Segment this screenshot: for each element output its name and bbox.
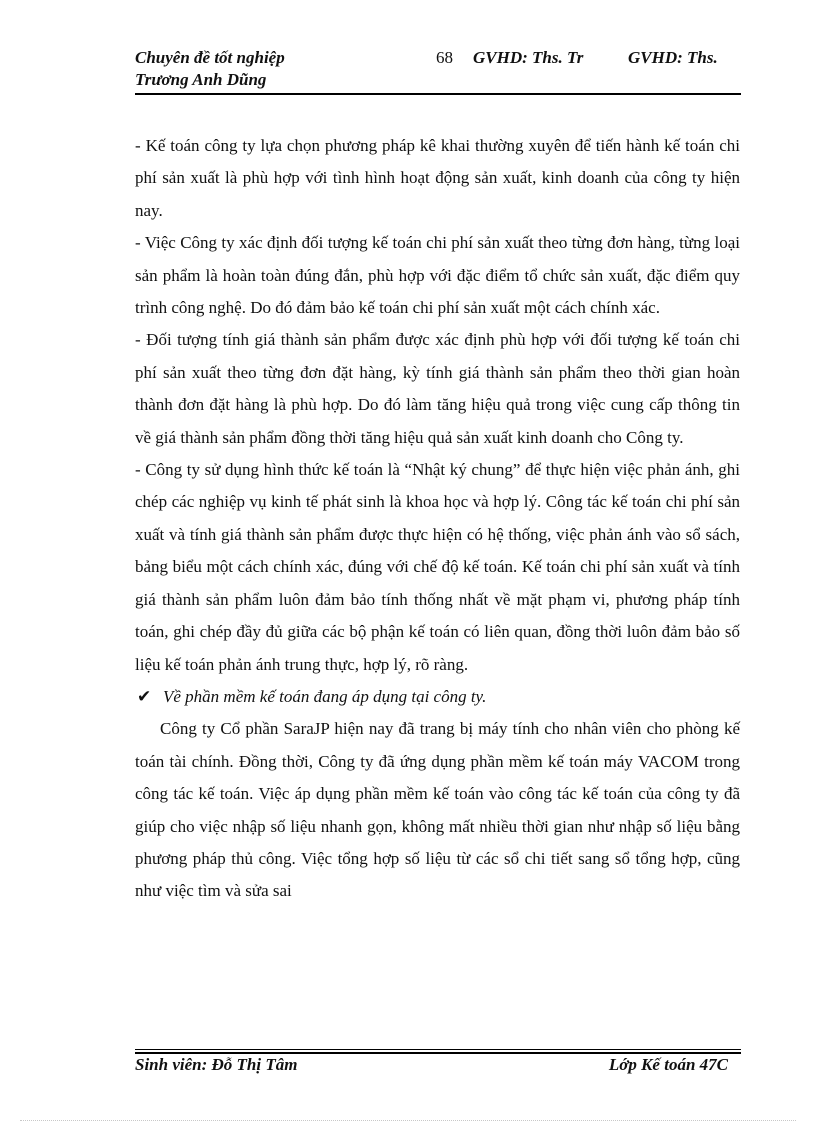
document-body — [135, 130, 740, 908]
page-number: 68 — [436, 48, 453, 67]
page-header — [135, 48, 740, 94]
checkmark-icon: ✔ — [137, 686, 152, 706]
header-advisor-1: GVHD: Ths. Tr — [473, 48, 584, 67]
header-title: Chuyên đề tốt nghiệp — [135, 48, 285, 67]
footer-divider — [135, 1049, 741, 1050]
footer-divider-thick — [135, 1052, 741, 1054]
paragraph: - Công ty sử dụng hình thức kế toán là “Nhật ký chung” để thực hiện việc phản ánh, ghi chép các nghiệp vụ kinh tế phát sinh là khoa học và hợp lý. Công tác kế toán chi phí sản xuất và tính giá thành sản phẩm được thực hiện có hệ thống, việc phản ánh vào sổ sách, bảng biểu một cách chính xác, đúng với chế độ kế toán. Kế toán chi phí sản xuất và tính giá thành sản phẩm luôn đảm bảo tính thống nhất về mặt phạm vi, phương pháp tính toán, ghi chép đầy đủ giữa các bộ phận kế toán có liên quan, đồng thời luôn đảm bảo số liệu kế toán phản ánh trung thực, hợp lý, rõ ràng. — [135, 460, 740, 674]
paragraph: Công ty Cổ phần SaraJP hiện nay đã trang bị máy tính cho nhân viên cho phòng kế toán tài chính. Đồng thời, Công ty đã ứng dụng phần mềm kế toán máy VACOM trong công tác kế toán. Việc áp dụng phần mềm kế toán vào công tác kế toán của công ty đã giúp cho việc nhập số liệu nhanh gọn, không mất nhiều thời gian như nhập số liệu bằng phương pháp thủ công. Việc tổng hợp số liệu từ các sổ chi tiết sang sổ tổng hợp, cũng như việc tìm và sửa sai — [135, 719, 740, 901]
header-advisor-2: GVHD: Ths. — [628, 48, 718, 67]
page-footer — [135, 1055, 740, 1079]
page-edge — [20, 1120, 796, 1121]
header-author: Trương Anh Dũng — [135, 70, 267, 89]
footer-student: Sinh viên: Đỗ Thị Tâm — [135, 1055, 298, 1074]
header-divider — [135, 93, 741, 95]
footer-class: Lớp Kế toán 47C — [608, 1055, 728, 1074]
checklist-item — [135, 681, 740, 713]
checklist-item-text: Về phần mềm kế toán đang áp dụng tại công ty. — [163, 686, 487, 706]
paragraph: - Kế toán công ty lựa chọn phương pháp kê khai thường xuyên để tiến hành kế toán chi phí sản xuất là phù hợp với tình hình hoạt động sản xuất, kinh doanh của công ty hiện nay. — [135, 136, 740, 220]
paragraph: - Đối tượng tính giá thành sản phẩm được xác định phù hợp với đối tượng kế toán chi phí sản xuất theo từng đơn đặt hàng, kỳ tính giá thành sản phẩm theo thời gian hoàn thành đơn đặt hàng là phù hợp. Do đó làm tăng hiệu quả trong việc cung cấp thông tin về giá thành sản phẩm đồng thời tăng hiệu quả sản xuất kinh doanh cho Công ty. — [135, 330, 740, 447]
paragraph: - Việc Công ty xác định đối tượng kế toán chi phí sản xuất theo từng đơn hàng, từng loại sản phẩm là hoàn toàn đúng đắn, phù hợp với đặc điểm tổ chức sản xuất, đặc điểm quy trình công nghệ. Do đó đảm bảo kế toán chi phí sản xuất một cách chính xác. — [135, 233, 740, 318]
